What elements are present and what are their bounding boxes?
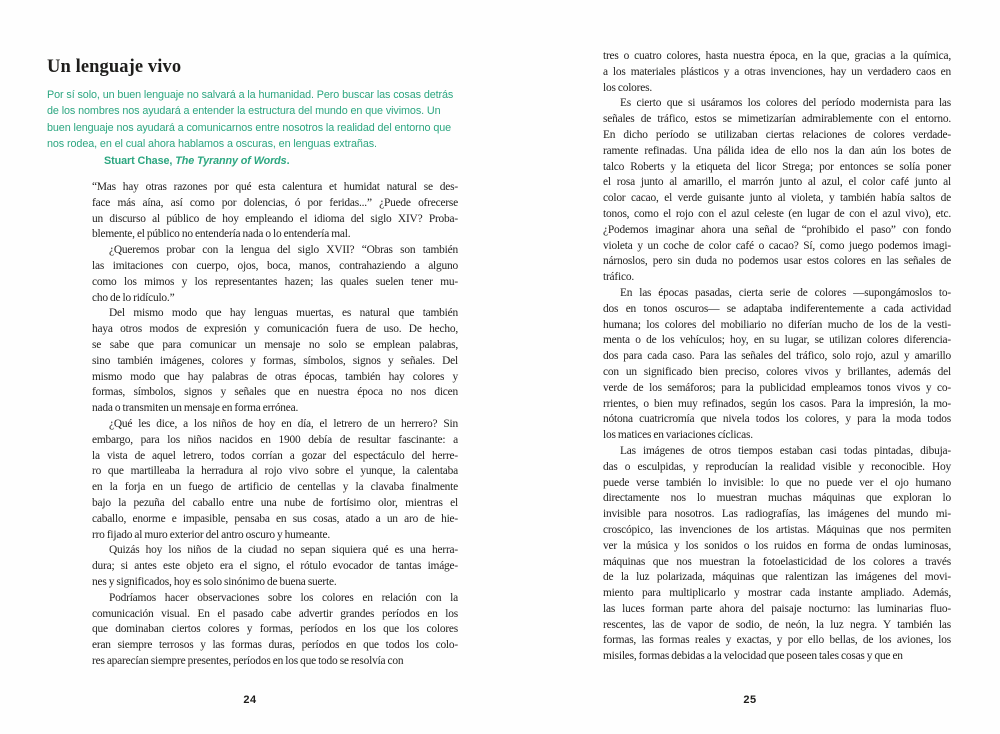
paragraph [92,591,458,670]
text-line: cho de lo ridículo.” [92,291,175,304]
text-line: con un significado bien preciso, colores vivos y brillantes, además del [603,365,951,378]
text-line: En las épocas pasadas, cierta serie de colores —supongámoslos to- [620,286,951,299]
text-line: nos rodea, en el cual ahora hablamos a oscuras, en lenguas extrañas. [47,138,377,151]
paragraph [603,286,951,444]
text-line: bajo la pezuña del caballo entre una nube de fortísimo olor, mientras el [92,496,458,509]
epigraph [47,87,453,169]
text-line: puede verse también lo invisible: lo que no puede ver el ojo humano [603,476,951,489]
text-line: invisible para nosotros. Las radiografías, las imágenes del mundo mi- [603,508,951,521]
paragraph [92,306,458,417]
text-line: ¿Qué les dice, a los niños de hoy en día, el letrero de un herrero? Sin [109,417,458,430]
text-line: En dicho período se utilizaban ciertas relaciones de colores verdade- [603,128,951,141]
text-line: los matices en variaciones cíclicas. [603,429,753,442]
text-line: las imitaciones con cuerpo, ojos, boca, manos, contrahaziendo a alguno [92,259,458,272]
text-line: los colores. [603,81,652,94]
text-line: Por sí solo, un buen lenguaje no salvará a la humanidad. Pero buscar las cosas detrás [47,89,454,101]
text-line: las luces forman parte ahora del paisaje nocturno: las luminarias fluo- [603,602,951,615]
text-line: se sabe que para comunicar un mensaje no solo se emplean palabras, [92,338,458,351]
text-line: dura; si antes este objeto era el signo, el rótulo evocador de tantas imáge- [92,560,458,573]
text-line: tonos, como el rojo con el azul celeste (en lugar de con el azul vivo), etc. [603,207,951,220]
text-line: rrientes, o bien muy refinados, según los casos. Para la impresión, la mo- [603,397,951,410]
text-line: nada o transmiten un mensaje en forma errónea. [92,402,299,415]
text-line: dos para cada caso. Para las señales del tráfico, solo rojo, azul y amarillo [603,350,951,363]
right-page-body [603,49,951,665]
text-line: un discurso al público de hoy empleando el idioma del siglo XIV? Proba- [92,212,458,225]
text-line: nárnoslos, pero sin duda no podemos usar estos colores en las señales de [603,255,951,268]
text-line: violeta y un coche de color café o cacao? Sí, como juego podemos imagi- [603,239,951,252]
text-line: buen lenguaje nos ayudará a comunicarnos entre nosotros la realidad del entorno que [47,121,452,134]
text-line: misiles, formas debidas a la velocidad que poseen tales cosas y que en [603,650,903,663]
text-line: Quizás hoy los niños de la ciudad no sepan siquiera qué es una herra- [109,544,458,557]
text-line: verde de los semáforos; para la publicidad empleamos tonos vivos y co- [603,381,951,394]
text-line: face más aína, así como por dolencias, ó por feridas...” ¿Puede ofrecerse [92,196,458,209]
text-line: que dominaban ciertos colores y formas, períodos en los que los colores [92,623,458,636]
text-line: miento para multiplicarlo y mostrar cada instante ampliado. Además, [603,587,951,600]
text-line: señales de tráfico, estos se mimetizarían admirablemente con el entorno. [603,113,951,126]
text-line: la vista de aquel letrero, todos corrían a gozar del espectáculo del herre- [92,449,458,462]
epigraph-period: . [286,154,290,167]
text-line: tres o cuatro colores, hasta nuestra época, en la que, gracias a la química, [603,50,951,62]
text-line: sino también imágenes, colores y formas, símbolos, signos y señales. Del [92,354,458,367]
text-line: formas, las formas reales y exactas, y por ello bellas, de los aviones, los [603,634,951,647]
chapter-title: Un lenguaje vivo [47,57,182,78]
text-line: “Mas hay otras razones por qué esta calentura et humidat natural se des- [92,181,458,193]
text-line: ¿Podemos imaginar ahora una señal de “prohibido el paso” con fondo [603,223,951,236]
text-line: res aparecían siempre presentes, períodos en los que todo se resolvía con [92,654,404,667]
text-line: Las imágenes de otros tiempos estaban casi todas pintadas, dibuja- [620,444,951,457]
text-line: de la luz polarizada, máquinas que ralentizan las imágenes del movi- [603,571,951,584]
text-line: máquinas que nos muestran la fotoelasticidad de los colores a través [603,555,951,568]
text-line: ro que martilleaba la herradura al rojo vivo sobre el yunque, la calentaba [92,465,458,478]
text-line: como los mimos y los representantes hazen; las quales suelen tener mu- [92,275,458,288]
text-line: tráfico. [603,271,634,284]
text-line: croscópico, las invenciones de los artistas. Máquinas que nos permiten [603,523,951,536]
paragraph [92,243,458,306]
epigraph-author: Stuart Chase, [104,154,176,167]
page-number-right: 25 [743,694,757,706]
text-line: menta o de los vehículos; hoy, en su lugar, se utilizan colores diferencia- [603,334,951,347]
text-line: nes y significados, hoy es solo sinónimo de buena suerte. [92,575,337,588]
text-line: directamente nos lo muestran muchas máquinas que exploran lo [603,492,951,505]
text-line: ramente refinadas. Una pálida idea de ello nos la dan aún los botes de [603,144,951,157]
text-line: blemente, el público no entendería nada o lo entendería mal. [92,228,351,241]
text-line: de los nombres nos ayudará a entender la estructura del mundo en que vivimos. Un [47,105,441,118]
text-line: en la forja en un fuego de artificio de centellas y la clavaba finalmente [92,481,458,494]
text-line: caballo, enorme e impasible, pensaba en sus cosas, atado a un aro de hie- [92,512,458,525]
text-line: humana; los colores del mobiliario no diferían mucho de los de la vesti- [603,318,951,331]
text-line: Podríamos hacer observaciones sobre los colores en relación con la [109,591,458,604]
text-line: rescentes, las de vapor de sodio, de neón, la luz negra. Y también las [603,618,951,631]
epigraph-book-title: The Tyranny of Words [175,154,287,167]
paragraph [92,543,458,590]
text-line: el rosa junto al amarillo, el marrón junto al azul, el color café junto al [603,176,951,189]
epigraph-text [47,87,453,153]
text-line: mismo modo que hay palabras de otras épocas, también hay colores y [92,370,458,383]
text-line: talco Roberts y la etiqueta del licor Strega; por entonces se solía poner [603,160,951,173]
text-line: Del mismo modo que hay lenguas muertas, es natural que también [109,307,458,320]
text-line: ver la música y los sonidos o los ruidos en forma de ondas luminosas, [603,539,951,552]
paragraph [92,417,458,543]
text-line: a los materiales plásticos y a otras invenciones, hay un verdadero caos en [603,65,951,78]
page-number-left: 24 [243,694,257,706]
text-line: das o esculpidas, y reproducían la realidad visible y reconocible. Hoy [603,460,951,473]
paragraph [603,444,951,665]
text-line: embargo, para los niños nacidos en 1900 debía de resultar fascinante: a [92,433,458,446]
text-line: formas, símbolos, signos y señales que en nuestra época no nos dicen [92,386,458,399]
paragraph [603,49,951,96]
text-line: Es cierto que si usáramos los colores del período modernista para las [620,97,951,110]
epigraph-attribution [47,153,453,169]
text-line: eran siempre terrosos y las formas duras, períodos en que todos los colo- [92,639,458,652]
text-line: nótona cuatricromía que nivela todos los colores, y para la moda todos [603,413,951,426]
text-line: ¿Queremos probar con la lengua del siglo XVII? “Obras son también [109,244,458,257]
paragraph [603,96,951,286]
text-line: haya otros modos de expresión y comunicación fuera de uso. De hecho, [92,323,458,336]
text-line: color cacao, el verde guisante junto al violeta, y también había saltos de [603,192,951,205]
left-page-body [92,180,458,670]
text-line: comunicación visual. En el pasado cabe advertir grandes períodos en los [92,607,458,620]
text-line: dos en tonos oscuros— se adaptaba indiferentemente a cada actividad [603,302,951,315]
text-line: rro fijado al muro exterior del antro oscuro y humeante. [92,528,330,541]
paragraph [92,180,458,243]
